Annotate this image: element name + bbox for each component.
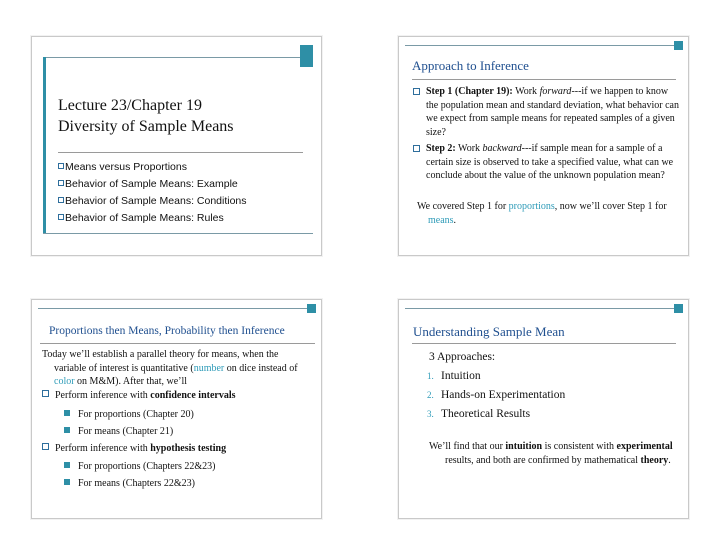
step-2: Step 2: Work backward---if sample mean for a sample of a certain size is observed to take a specified value, what can we conclude about the value of the unknown population mean? — [413, 142, 679, 183]
list-item: 2. Hands-on Experimentation — [427, 389, 566, 401]
accent-top-line — [44, 57, 300, 58]
bullet-hypothesis: Perform inference with hypothesis testing — [42, 442, 226, 456]
slide-3-title: Proportions then Means, Probability then Inference — [49, 325, 285, 337]
sub-bullet: For proportions (Chapter 20) — [64, 408, 194, 422]
step-1: Step 1 (Chapter 19): Work forward---if we happen to know the population mean and standard deviation, what behavior can we expect from sample means for repeated samples of a given size? — [413, 85, 679, 139]
list-item: Behavior of Sample Means: Rules — [58, 210, 247, 227]
title-divider — [412, 79, 676, 80]
square-bullet-icon — [58, 180, 64, 186]
accent-left-bar — [43, 57, 46, 233]
approaches-lead: 3 Approaches: — [429, 351, 496, 363]
slide-3 — [31, 299, 322, 519]
accent-square — [307, 304, 316, 313]
slide-4 — [398, 299, 689, 519]
filled-bullet-icon — [64, 410, 70, 416]
slide-2 — [398, 36, 689, 256]
intro-paragraph: Today we’ll establish a parallel theory for means, when the variable of interest is quantitative (number on dice instead of color on M&M). After that, we’ll — [42, 349, 298, 387]
list-item: Behavior of Sample Means: Example — [58, 176, 247, 193]
square-bullet-icon — [58, 197, 64, 203]
list-item: 3. Theoretical Results — [427, 408, 531, 420]
square-bullet-icon — [58, 214, 64, 220]
accent-bottom-line — [43, 233, 313, 234]
square-bullet-icon — [42, 390, 49, 397]
square-bullet-icon — [413, 88, 420, 95]
sub-bullet: For means (Chapter 21) — [64, 425, 173, 439]
accent-top-line — [405, 308, 674, 309]
title-divider — [58, 152, 303, 153]
title-line-2: Diversity of Sample Means — [58, 118, 234, 135]
slide-1-bullets — [58, 159, 247, 227]
sub-bullet: For proportions (Chapters 22&23) — [64, 460, 216, 474]
bullet-confidence: Perform inference with confidence intervals — [42, 389, 236, 403]
list-item: Means versus Proportions — [58, 159, 247, 176]
slide-1-title — [58, 95, 308, 137]
step-summary: We covered Step 1 for proportions, now we’ll cover Step 1 for means. — [417, 201, 667, 226]
slide-1 — [31, 36, 322, 256]
slide-4-title: Understanding Sample Mean — [413, 324, 565, 339]
title-divider — [40, 343, 315, 344]
accent-top-line — [38, 308, 307, 309]
title-divider — [412, 343, 676, 344]
filled-bullet-icon — [64, 462, 70, 468]
list-item: 1. Intuition — [427, 370, 481, 382]
accent-square — [674, 41, 683, 50]
list-item: Behavior of Sample Means: Conditions — [58, 193, 247, 210]
conclusion-paragraph: We’ll find that our intuition is consistent with experimental results, and both are confirmed by mathematical theory. — [429, 441, 673, 466]
square-bullet-icon — [413, 145, 420, 152]
title-line-1: Lecture 23/Chapter 19 — [58, 97, 202, 114]
accent-top-line — [405, 45, 674, 46]
square-bullet-icon — [42, 443, 49, 450]
sub-bullet: For means (Chapters 22&23) — [64, 477, 195, 491]
filled-bullet-icon — [64, 427, 70, 433]
filled-bullet-icon — [64, 479, 70, 485]
accent-square — [674, 304, 683, 313]
square-bullet-icon — [58, 163, 64, 169]
slide-2-title: Approach to Inference — [412, 58, 529, 73]
accent-square — [300, 45, 313, 67]
